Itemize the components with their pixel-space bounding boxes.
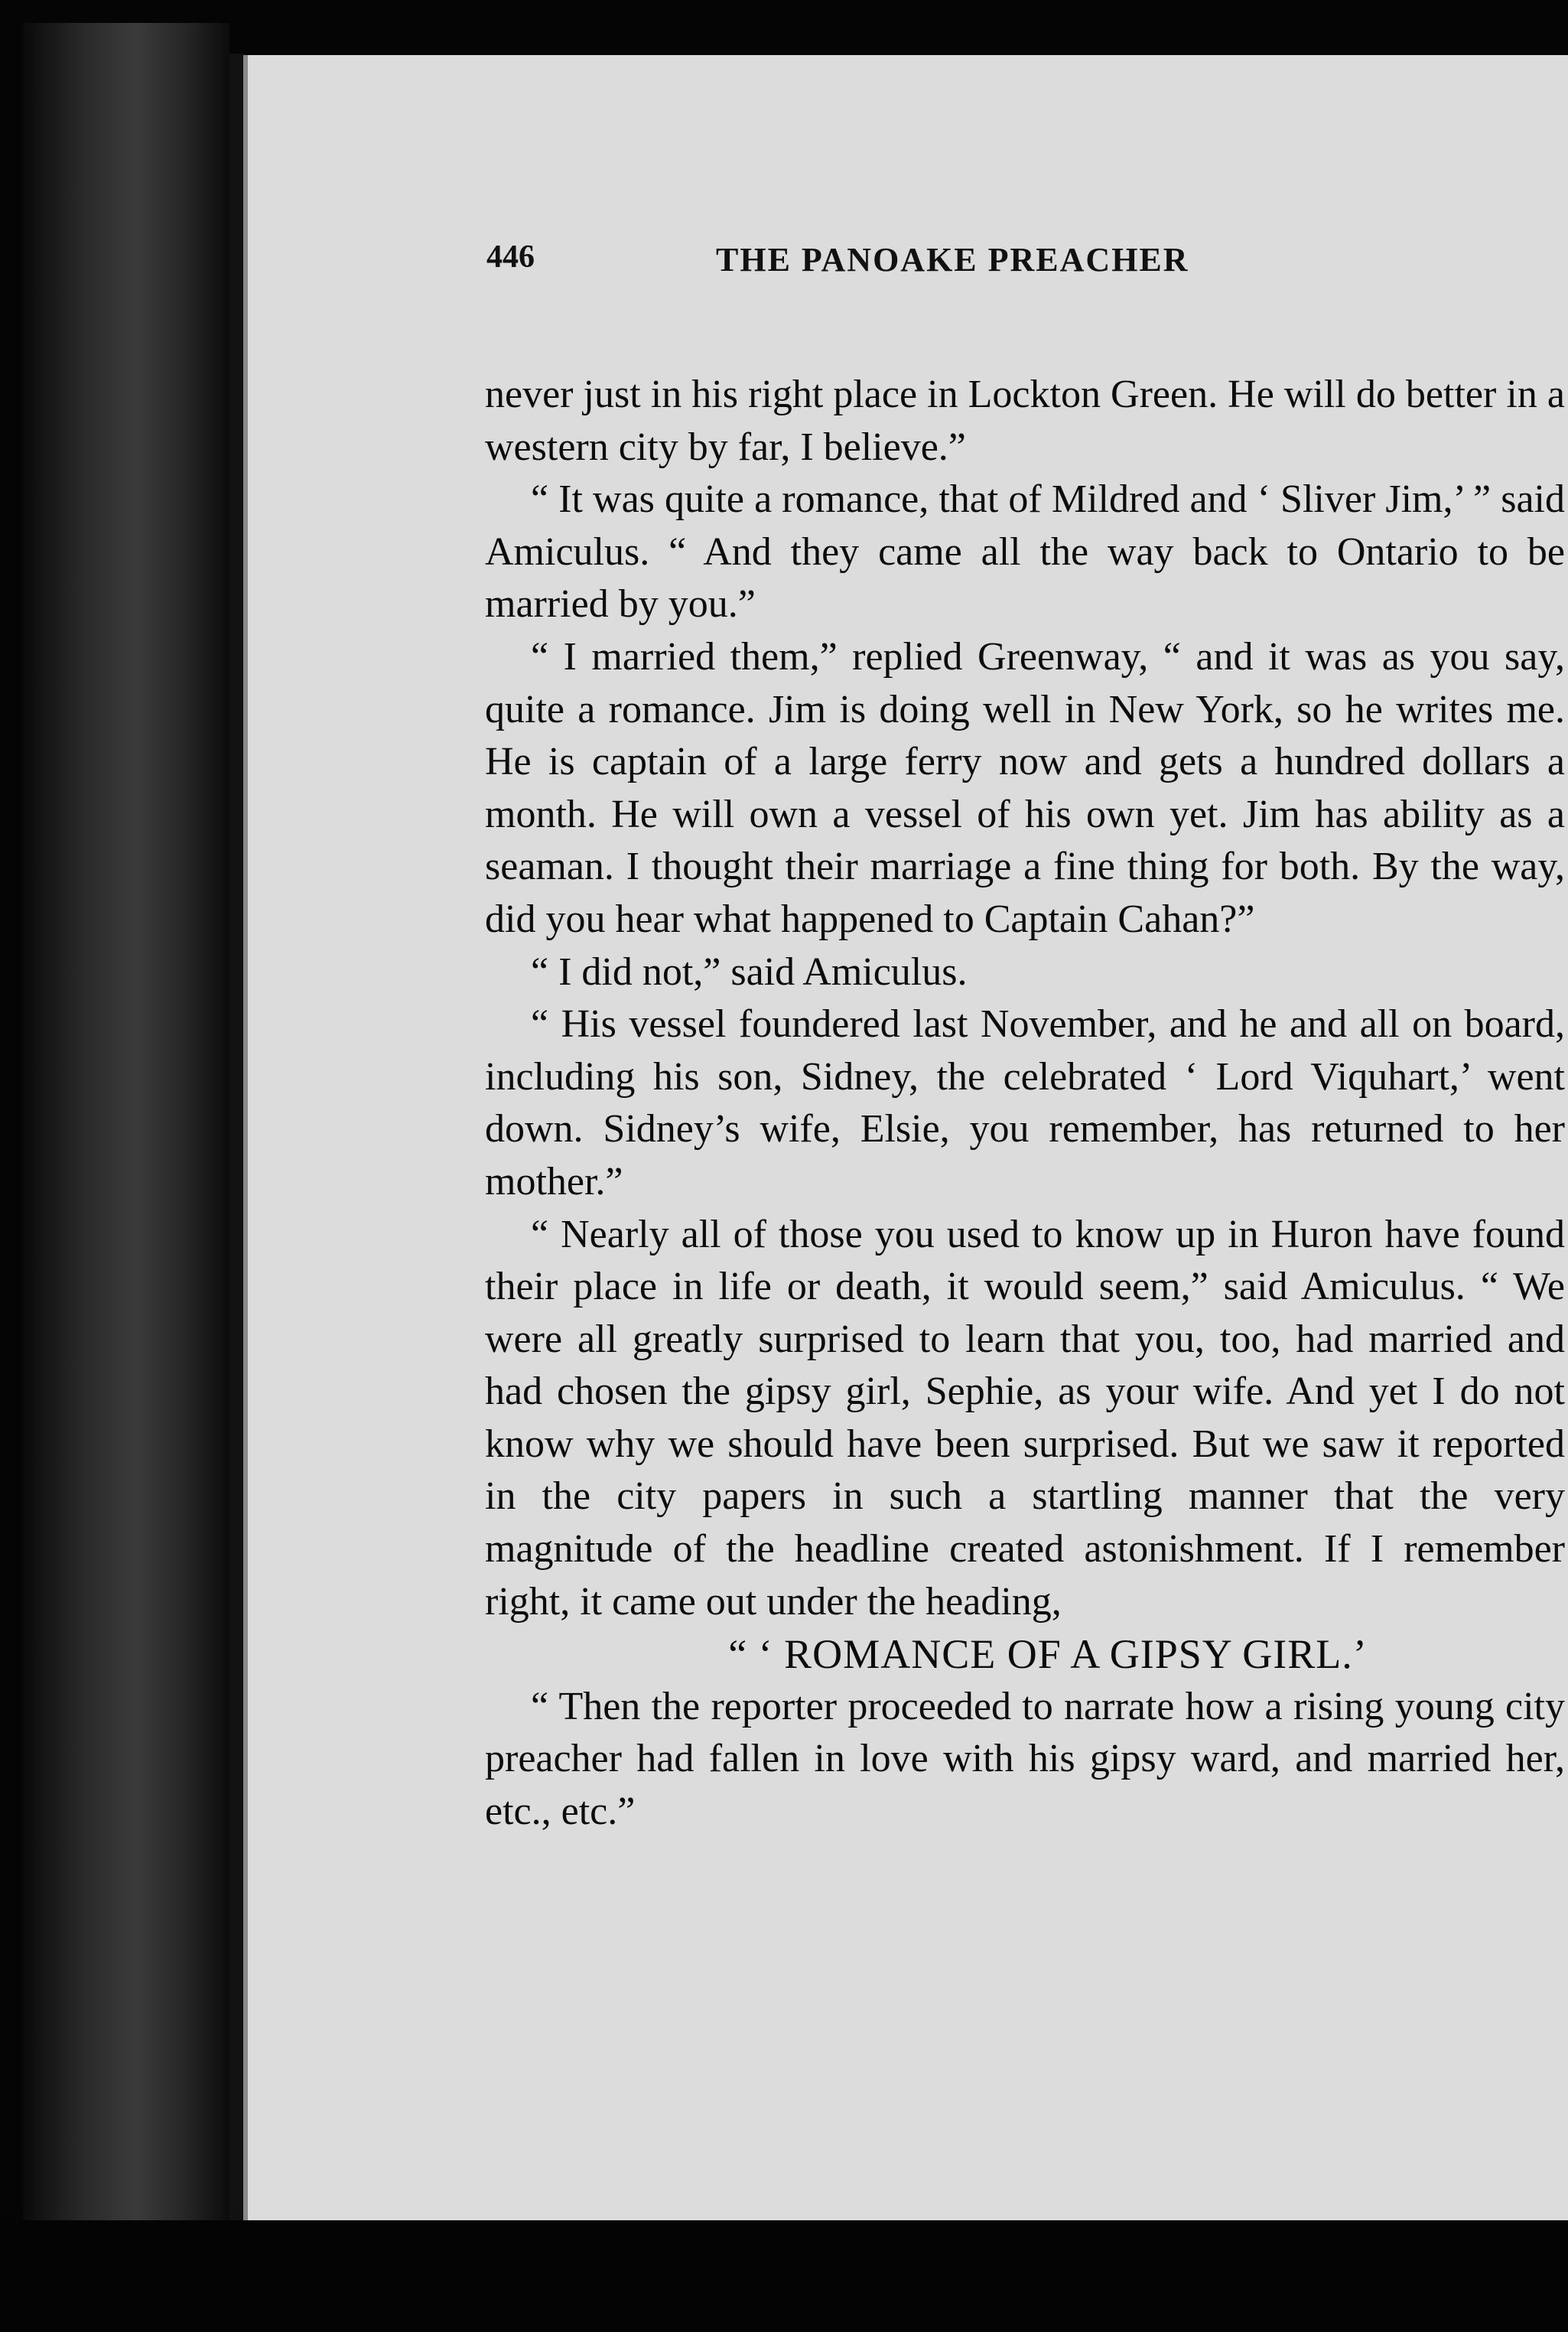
- book-spine: [23, 23, 229, 2226]
- page-gutter: [229, 54, 245, 2226]
- paragraph: never just in his right place in Lockton Green. He will do better in a western city by far, I believe.”: [485, 373, 1565, 469]
- paragraph: “ It was quite a romance, that of Mildred and ‘ Sliver Jim,’ ” said Amiculus. “ And they came all the way back to Ontario to be married by you.”: [485, 477, 1565, 627]
- running-title: THE PANOAKE PREACHER: [716, 241, 1189, 278]
- page-header: [248, 239, 1568, 300]
- body-text: [485, 369, 1565, 1839]
- paragraph: “ Then the reporter proceeded to narrate how a rising young city preacher had fallen in love with his gipsy ward, and married her, etc., etc.”: [485, 1684, 1565, 1834]
- paragraph: “ I did not,” said Amiculus.: [531, 949, 968, 994]
- scan-bottom-margin: [0, 2220, 1568, 2332]
- paragraph: “ His vessel foundered last November, and he and all on board, including his son, Sidney, the celebrated ‘ Lord Viquhart,’ went down. Sidney’s wife, Elsie, you remember, has returned to her mother.”: [485, 1002, 1565, 1203]
- book-page: [243, 55, 1568, 2220]
- headline: “ ‘ ROMANCE OF A GIPSY GIRL.’: [728, 1631, 1368, 1678]
- paragraph: “ I married them,” replied Greenway, “ and it was as you say, quite a romance. Jim is doing well in New York, so he writes me. He is captain of a large ferry now and gets a hundred dollars a month. He will own a vessel of his own yet. Jim has ability as a seaman. I thought their marriage a fine thing for both. By the way, did you hear what happened to Captain Cahan?”: [485, 634, 1565, 941]
- page-number: 446: [486, 239, 535, 275]
- paragraph: “ Nearly all of those you used to know up in Huron have found their place in life or death, it would seem,” said Amiculus. “ We were all greatly surprised to learn that you, too, had married and had chosen the gipsy girl, Sephie, as your wife. And yet I do not know why we should have been surprised. But we saw it reported in the city papers in such a startling manner that the very magnitude of the headline created astonishment. If I remember right, it came out under the heading,: [485, 1212, 1565, 1624]
